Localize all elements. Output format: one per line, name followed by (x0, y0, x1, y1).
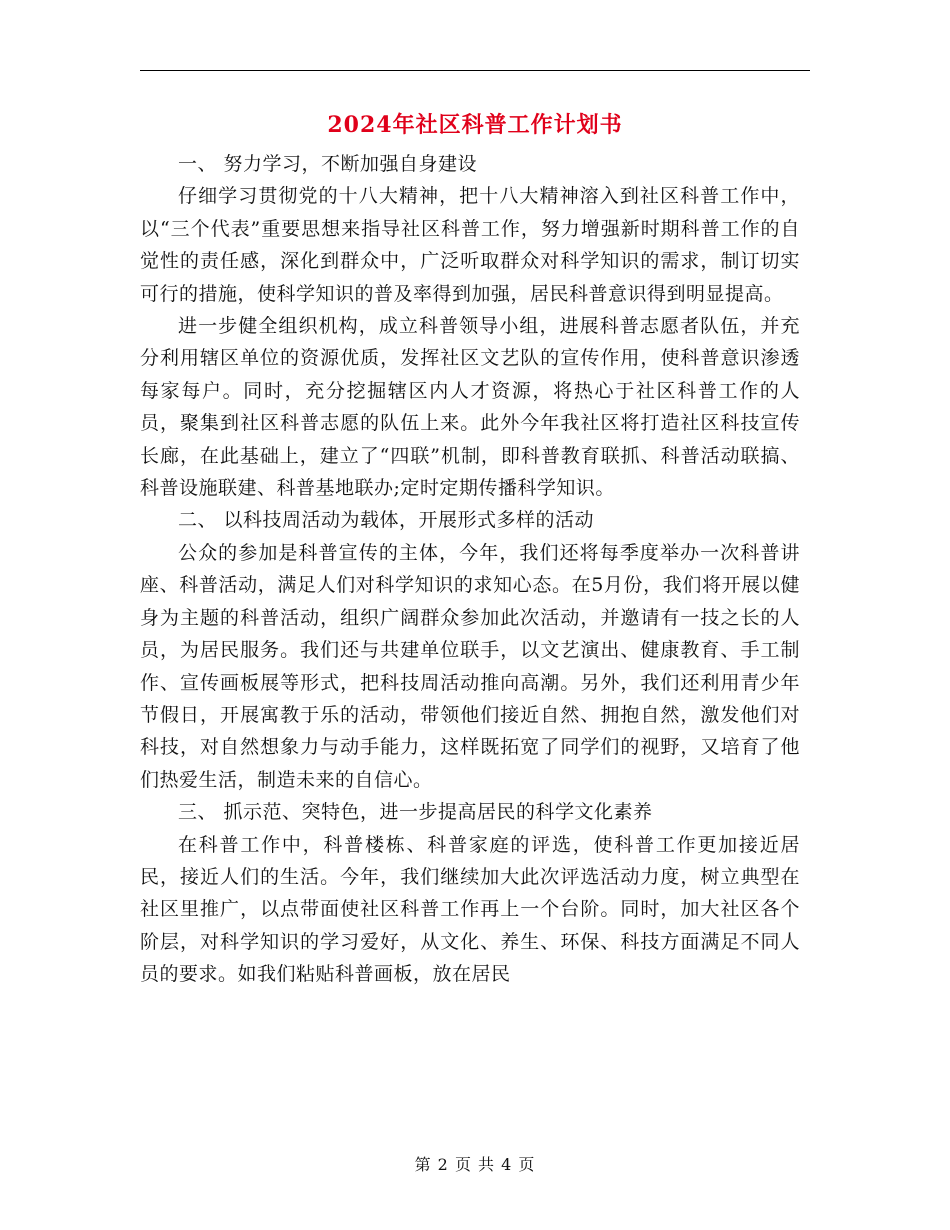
paragraph-3: 公众的参加是科普宣传的主体，今年，我们还将每季度举办一次科普讲座、科普活动，满足人们对科学知识的求知心态。在5月份，我们将开展以健身为主题的科普活动，组织广阔群众参加此次活动，并邀请有一技之长的人员，为居民服务。我们还与共建单位联手，以文艺演出、健康教育、手工制作、宣传画板展等形式，把科技周活动推向高潮。另外，我们还利用青少年节假日，开展寓教于乐的活动，带领他们接近自然、拥抱自然，激发他们对科技，对自然想象力与动手能力，这样既拓宽了同学们的视野，又培育了他们热爱生活，制造未来的自信心。 (140, 541, 800, 791)
section-heading-3: 三、 抓示范、突特色，进一步提高居民的科学文化素养 (178, 801, 653, 824)
page-number: 第 2 页 共 4 页 (414, 1155, 536, 1174)
section-heading-1: 一、 努力学习，不断加强自身建设 (178, 153, 478, 175)
section-heading-2: 二、 以科技周活动为载体，开展形式多样的活动 (178, 509, 595, 532)
paragraph-1: 仔细学习贯彻党的十八大精神，把十八大精神溶入到社区科普工作中，以“三个代表”重要思想来指导社区科普工作，努力增强新时期科普工作的自觉性的责任感，深化到群众中，广泛听取群众对科学知识的需求，制订切实可行的措施，使科学知识的普及率得到加强，居民科普意识得到明显提高。 (140, 185, 800, 305)
paragraph-4: 在科普工作中，科普楼栋、科普家庭的评选，使科普工作更加接近居民，接近人们的生活。今年，我们继续加大此次评选活动力度，树立典型在社区里推广，以点带面使社区科普工作再上一个台阶。同时，加大社区各个阶层，对科学知识的学习爱好，从文化、养生、环保、科技方面满足不同人员的要求。如我们粘贴科普画板，放在居民 (140, 833, 800, 986)
header-rule (140, 70, 810, 71)
paragraph-2: 进一步健全组织机构，成立科普领导小组，进展科普志愿者队伍，并充分利用辖区单位的资源优质，发挥社区文艺队的宣传作用，使科普意识渗透每家每户。同时，充分挖掘辖区内人才资源，将热心于社区科普工作的人员，聚集到社区科普志愿的队伍上来。此外今年我社区将打造社区科技宣传长廊，在此基础上，建立了“四联”机制，即科普教育联抓、科普活动联搞、科普设施联建、科普基地联办;定时定期传播科学知识。 (140, 315, 800, 500)
document-title: 2024年社区科普工作计划书 (327, 112, 623, 138)
document-body (140, 148, 800, 991)
